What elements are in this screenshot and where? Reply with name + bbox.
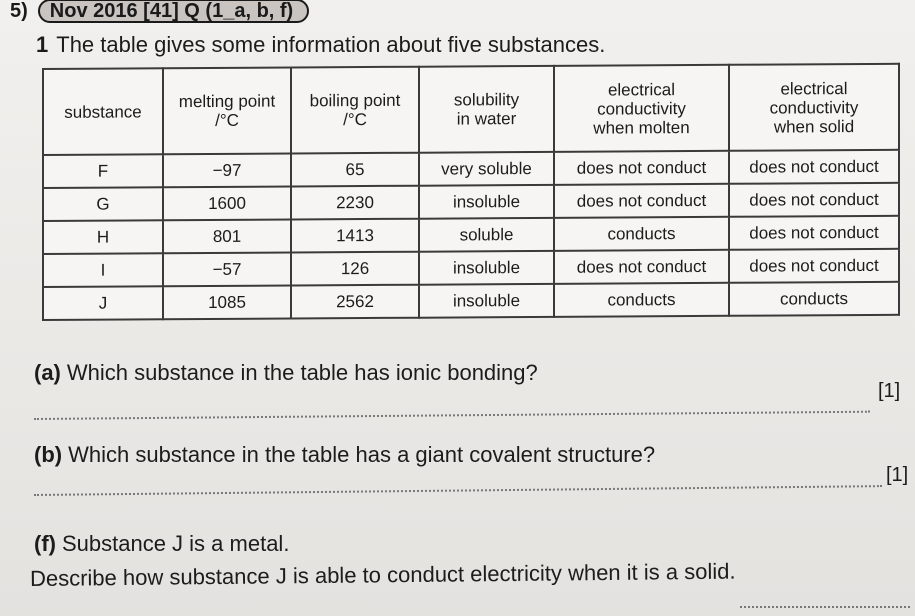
cell-solubility: insoluble: [419, 185, 554, 219]
part-a-text: Which substance in the table has ionic bonding?: [66, 360, 538, 385]
header-conductivity-solid: electrical conductivity when solid: [729, 64, 899, 151]
table-row: [43, 249, 899, 287]
cell-conductivity-molten: does not conduct: [554, 184, 729, 218]
cell-substance: G: [43, 187, 163, 221]
exam-reference: Nov 2016 [41] Q (1_a, b, f): [38, 0, 309, 23]
header-substance: substance: [43, 68, 163, 155]
cell-conductivity-solid: conducts: [729, 282, 899, 316]
header-melting-point: melting point /°C: [163, 67, 291, 154]
cell-melting-point: 801: [163, 219, 291, 253]
header-solubility: solubility in water: [419, 66, 554, 153]
question-intro: [36, 32, 605, 58]
header-conductivity-molten: electrical conductivity when molten: [554, 65, 729, 152]
cell-conductivity-molten: does not conduct: [554, 250, 729, 284]
part-f-text: Substance J is a metal.: [61, 531, 290, 556]
cell-boiling-point: 2230: [291, 186, 419, 220]
cell-boiling-point: 65: [291, 153, 419, 187]
cell-conductivity-solid: does not conduct: [729, 183, 899, 217]
part-f-statement: [34, 531, 289, 557]
cell-conductivity-molten: does not conduct: [554, 151, 729, 185]
part-b-label: (b): [34, 442, 63, 467]
cell-conductivity-molten: conducts: [554, 217, 729, 251]
cell-boiling-point: 126: [291, 252, 419, 286]
table-header-row: [43, 64, 899, 155]
cell-conductivity-solid: does not conduct: [729, 249, 899, 283]
cell-conductivity-solid: does not conduct: [729, 150, 899, 184]
cell-melting-point: 1085: [163, 285, 291, 319]
cell-solubility: soluble: [419, 218, 554, 252]
question-number: 5): [10, 0, 28, 22]
cell-substance: H: [43, 220, 163, 254]
table-row: [43, 216, 899, 254]
cell-conductivity-molten: conducts: [554, 283, 729, 317]
part-b-answer-line[interactable]: [34, 485, 882, 496]
cell-substance: I: [43, 253, 163, 287]
table-row: [43, 150, 899, 188]
part-b-marks: [1]: [886, 464, 909, 486]
cell-solubility: insoluble: [419, 284, 554, 318]
cell-substance: F: [43, 154, 163, 188]
part-a-answer-line[interactable]: [34, 411, 870, 420]
cell-solubility: insoluble: [419, 251, 554, 285]
table-row: [43, 183, 899, 221]
part-b-question: [34, 442, 655, 468]
part-f-answer-line[interactable]: [740, 606, 910, 608]
part-b-text: Which substance in the table has a giant covalent structure?: [68, 442, 656, 467]
intro-text: The table gives some information about five substances.: [56, 32, 606, 57]
substances-table: [42, 63, 900, 321]
cell-melting-point: 1600: [163, 186, 291, 220]
part-a-question: [34, 360, 538, 386]
table-row: [43, 282, 899, 320]
cell-melting-point: −57: [163, 252, 291, 286]
question-source-tag: [4, 0, 321, 22]
cell-boiling-point: 2562: [291, 285, 419, 319]
cell-melting-point: −97: [163, 153, 291, 187]
header-boiling-point: boiling point /°C: [291, 67, 419, 154]
cell-conductivity-solid: does not conduct: [729, 216, 899, 250]
cell-solubility: very soluble: [419, 152, 554, 186]
intro-question-number: 1: [36, 32, 49, 57]
part-a-marks: [1]: [878, 380, 901, 402]
part-f-label: (f): [34, 531, 56, 556]
cell-boiling-point: 1413: [291, 219, 419, 253]
part-f-question: Describe how substance J is able to conduct electricity when it is a solid.: [29, 558, 736, 591]
cell-substance: J: [43, 286, 163, 320]
part-a-label: (a): [34, 360, 61, 385]
